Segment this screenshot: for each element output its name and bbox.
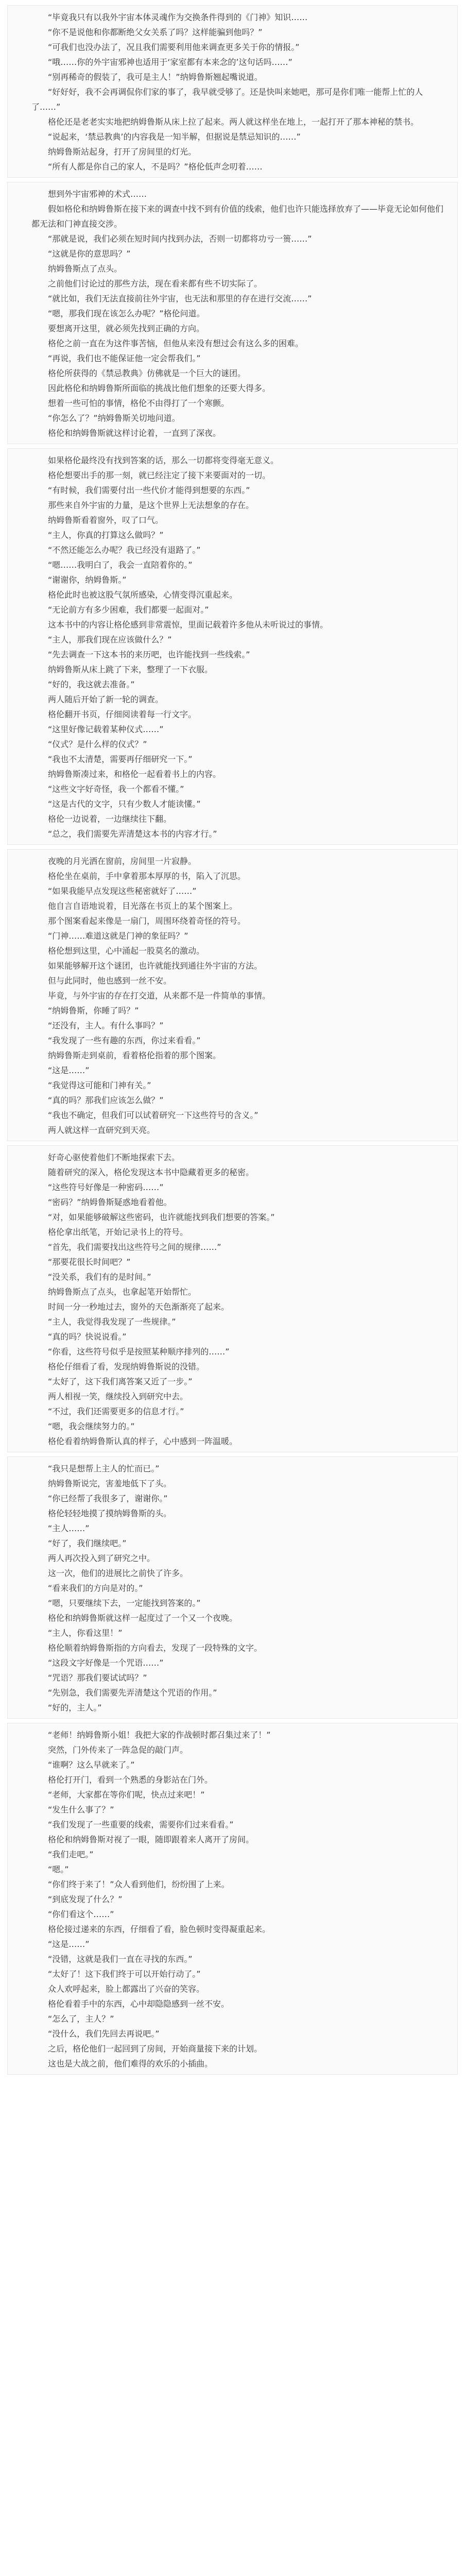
paragraph: “看来我们的方向是对的。”	[48, 1583, 143, 1593]
paragraph: 两人随后开始了新一轮的调查。	[48, 694, 164, 704]
paragraph: 纳姆鲁斯点了点头，也拿起笔开始帮忙。	[48, 1287, 197, 1297]
paragraph: 两人再次投入到了研究之中。	[48, 1553, 156, 1563]
paragraph: “谢谢你，纳姆鲁斯。”	[48, 575, 127, 585]
paragraph: 纳姆鲁斯走到桌前，看着格伦指着的那个图案。	[48, 1050, 221, 1060]
paragraph: 之后，格伦他们一起回到了房间，开始商量接下来的计划。	[48, 2044, 263, 2054]
paragraph: “主人，我觉得我发现了一些规律。”	[48, 1317, 176, 1327]
paragraph: “你怎么了？”纳姆鲁斯关切地问道。	[48, 413, 180, 423]
paragraph: “还没有，主人。有什么事吗？”	[48, 1021, 164, 1030]
paragraph: “嗯，那我们现在该怎么办呢？”格伦问道。	[48, 309, 205, 318]
paragraph: “仪式？是什么样的仪式？”	[48, 739, 147, 749]
paragraph: “好好好，我不会再调侃你们家的事了，我早就受够了。还是快叫来她吧，那可是你们唯一能帮上忙的人了……”	[31, 87, 423, 112]
paragraph: “说起来，‘禁忌教典’的内容我是一知半解，但据说是禁忌知识的……”	[48, 132, 301, 142]
paragraph: “不然还能怎么办呢？我已经没有退路了。”	[48, 545, 201, 555]
paragraph: “嗯。”	[48, 1865, 69, 1874]
paragraph: 格伦坐在桌前，手中拿着那本厚厚的书，陷入了沉思。	[48, 871, 246, 881]
paragraph: “我发现了一些有趣的东西，你过来看看。”	[48, 1036, 201, 1045]
paragraph: “那就是说，我们必须在短时间内找到办法，否则一切都将功亏一篑……”	[48, 234, 312, 244]
paragraph: 因此格伦和纳姆鲁斯所面临的挑战比他们想象的还要大得多。	[48, 383, 271, 393]
paragraph: “我觉得这可能和门神有关。”	[48, 1080, 151, 1090]
paragraph: “没关系，我们有的是时间。”	[48, 1272, 151, 1282]
paragraph: “这就是你的意思吗？”	[48, 249, 131, 259]
paragraph: “好的，主人。”	[48, 1703, 102, 1713]
text-section	[7, 182, 458, 444]
paragraph: “如果我能早点发现这些秘密就好了……”	[48, 886, 197, 896]
paragraph: 他自言自语地说着，目光落在书页上的某个图案上。	[48, 901, 238, 911]
paragraph: “没错，这就是我们一直在寻找的东西。”	[48, 1954, 193, 1964]
paragraph: “毕竟我只有以我外宇宙本体灵魂作为交换条件得到的《门神》知识……	[48, 12, 308, 22]
paragraph: 但与此同时，他也感到一丝不安。	[48, 976, 172, 986]
paragraph: 时间一分一秒地过去，窗外的天色渐渐亮了起来。	[48, 1302, 230, 1312]
paragraph: “到底发现了什么？”	[48, 1894, 123, 1904]
paragraph: “怎么了，主人？”	[48, 2014, 114, 2024]
paragraph: “总之，我们需要先弄清楚这本书的内容才行。”	[48, 829, 217, 839]
paragraph: “可我们也没办法了，况且我们需要利用他来调查更多关于你的情报。”	[48, 42, 300, 52]
paragraph: “好了，我们继续吧。”	[48, 1538, 127, 1548]
paragraph: “哦……你的外宇宙邪神也适用于‘家室都有本来念的’这句话吗……”	[48, 57, 292, 67]
paragraph: 众人欢呼起来，脸上都露出了兴奋的笑容。	[48, 1984, 205, 1994]
paragraph: “这些文字好奇怪，我一个都看不懂。”	[48, 784, 184, 794]
paragraph: “太好了，这下我们离答案又近了一步。”	[48, 1377, 193, 1386]
paragraph: 格伦顺着纳姆鲁斯指的方向看去，发现了一段特殊的文字。	[48, 1643, 263, 1653]
paragraph: “真的吗？快说说看。”	[48, 1332, 127, 1342]
paragraph: “所有人都是你自己的家人，不是吗？”格伦低声念叨着……	[48, 162, 263, 172]
paragraph: 假如格伦和纳姆鲁斯在接下来的调查中找不到有价值的线索，他们也许只能选择放弃了——毕竟无论如何他们都无法和门神直接交涉。	[31, 204, 444, 229]
paragraph: “你们终于来了！”众人看到他们，纷纷围了上来。	[48, 1879, 230, 1889]
paragraph: 格伦仔细看了看，发现纳姆鲁斯说的没错。	[48, 1362, 205, 1371]
paragraph: 格伦所获得的《禁忌教典》仿佛就是一个巨大的谜团。	[48, 368, 246, 378]
paragraph: “密码？”纳姆鲁斯疑惑地看着他。	[48, 1197, 172, 1207]
paragraph: 格伦想要出手的那一刻，就已经注定了接下来要面对的一切。	[48, 470, 271, 480]
paragraph: “无论前方有多少困难，我们都要一起面对。”	[48, 605, 209, 615]
paragraph: 纳姆鲁斯凑过来，和格伦一起看着书上的内容。	[48, 769, 221, 779]
paragraph: “首先，我们需要找出这些符号之间的规律……”	[48, 1242, 221, 1252]
paragraph: “这是古代的文字，只有少数人才能读懂。”	[48, 799, 201, 809]
paragraph: “先去调查一下这本书的来历吧，也许能找到一些线索。”	[48, 650, 250, 659]
paragraph: 格伦和纳姆鲁斯就这样讨论着，一直到了深夜。	[48, 428, 221, 438]
paragraph: “老师，大家都在等你们呢，快点过来吧！”	[48, 1790, 205, 1800]
paragraph: 夜晚的月光洒在窗前，房间里一片寂静。	[48, 856, 197, 866]
paragraph: 格伦打开门，看到一个熟悉的身影站在门外。	[48, 1775, 213, 1785]
paragraph: “没什么，我们先回去再说吧。”	[48, 2029, 160, 2039]
paragraph: “老师！纳姆鲁斯小姐！我把大家的作战顿时都召集过来了！”	[48, 1730, 271, 1740]
paragraph: 要想离开这里，就必须先找到正确的方向。	[48, 324, 205, 333]
paragraph: 突然，门外传来了一阵急促的敲门声。	[48, 1745, 188, 1755]
paragraph: “你不是说他和你都断绝父女关系了吗？这样能骗到他吗？”	[48, 27, 263, 37]
paragraph: 格伦拿出纸笔，开始记录书上的符号。	[48, 1227, 188, 1237]
paragraph: “咒语？那我们要试试吗？”	[48, 1673, 147, 1683]
paragraph: “嗯，只要继续下去，一定能找到答案的。”	[48, 1598, 201, 1608]
paragraph: “你已经帮了我很多了，谢谢你。”	[48, 1494, 168, 1503]
paragraph: 格伦轻轻地摸了摸纳姆鲁斯的头。	[48, 1509, 172, 1518]
text-section	[7, 849, 458, 1141]
paragraph: “别再稀奇的假装了，我可是主人！”纳姆鲁斯翘起嘴说道。	[48, 72, 263, 82]
paragraph: 纳姆鲁斯从床上跳了下来，整理了一下衣服。	[48, 665, 213, 674]
paragraph: “不过，我们还需要更多的信息才行。”	[48, 1406, 184, 1416]
paragraph: 两人就这样一直研究到天亮。	[48, 1125, 156, 1135]
paragraph: 如果能够解开这个谜团，也许就能找到通往外宇宙的方法。	[48, 961, 263, 971]
paragraph: 格伦看着纳姆鲁斯认真的样子，心中感到一阵温暖。	[48, 1436, 238, 1446]
text-section	[7, 1723, 458, 2075]
paragraph: 好奇心驱使着他们不断地探索下去。	[48, 1153, 180, 1162]
paragraph: “我也不确定，但我们可以试着研究一下这些符号的含义。”	[48, 1110, 259, 1120]
paragraph: “这里好像记载着某种仪式……”	[48, 724, 164, 734]
paragraph: 那个图案看起来像是一扇门，周围环绕着奇怪的符号。	[48, 916, 246, 926]
paragraph: 格伦之前一直在为这件事苦恼，但他从来没有想过会有这么多的困难。	[48, 338, 304, 348]
text-section	[7, 5, 458, 178]
paragraph: “谁啊？这么早就来了。”	[48, 1760, 135, 1770]
paragraph: “这是……”	[48, 1939, 90, 1949]
paragraph: “我们走吧。”	[48, 1850, 94, 1859]
paragraph: “主人，你看这里！”	[48, 1628, 123, 1638]
paragraph: 纳姆鲁斯点了点头。	[48, 264, 123, 274]
paragraph: 毕竟，与外宇宙的存在打交道，从来都不是一件简单的事情。	[48, 991, 271, 1001]
paragraph: 格伦还是老老实实地把纳姆鲁斯从床上拉了起来。两人就这样坐在地上，一起打开了那本神秘的禁书。	[48, 117, 419, 127]
paragraph: 格伦此时也被这股气氛所感染，心情变得沉重起来。	[48, 590, 238, 600]
paragraph: 纳姆鲁斯看着窗外，叹了口气。	[48, 515, 164, 525]
text-section	[7, 448, 458, 845]
paragraph: “好的，我这就去准备。”	[48, 680, 135, 689]
paragraph: “先别急，我们需要先弄清楚这个咒语的作用。”	[48, 1688, 217, 1698]
paragraph: “发生什么事了？”	[48, 1805, 114, 1815]
paragraph: 两人相视一笑，继续投入到研究中去。	[48, 1392, 188, 1401]
text-section	[7, 1456, 458, 1719]
paragraph: 如果格伦最终没有找到答案的话，那么一切都将变得毫无意义。	[48, 455, 279, 465]
paragraph: “再说，我们也不能保证他一定会帮我们。”	[48, 353, 201, 363]
paragraph: 之前他们讨论过的那些方法，现在看来都有些不切实际了。	[48, 279, 263, 289]
paragraph: “太好了！这下我们终于可以开始行动了。”	[48, 1969, 201, 1979]
paragraph: “有时候，我们需要付出一些代价才能得到想要的东西。”	[48, 485, 250, 495]
paragraph: 想着一些可怕的事情，格伦不由得打了一个寒颤。	[48, 398, 230, 408]
paragraph: 格伦看着手中的东西，心中却隐隐感到一丝不安。	[48, 1999, 230, 2009]
paragraph: 这本书中的内容让格伦感到非常震惊，里面记载着许多他从未听说过的事情。	[48, 620, 329, 630]
paragraph: 随着研究的深入，格伦发现这本书中隐藏着更多的秘密。	[48, 1167, 254, 1177]
paragraph: “对，如果能够破解这些密码，也许就能找到我们想要的答案。”	[48, 1212, 275, 1222]
paragraph: 这一次，他们的进展比之前快了许多。	[48, 1568, 188, 1578]
paragraph: “嗯……我明白了，我会一直陪着你的。”	[48, 560, 193, 570]
paragraph: “我只是想帮上主人的忙而已。”	[48, 1464, 160, 1473]
paragraph: “真的吗？那我们应该怎么做？”	[48, 1095, 164, 1105]
paragraph: “主人，那我们现在应该做什么？”	[48, 635, 172, 645]
paragraph: 想到外宇宙邪神的术式……	[48, 189, 147, 199]
paragraph: “你看，这些符号似乎是按照某种顺序排列的……”	[48, 1347, 230, 1357]
paragraph: “主人……”	[48, 1523, 90, 1533]
paragraph: “门神……难道这就是门神的象征吗？”	[48, 931, 188, 941]
paragraph: 纳姆鲁斯站起身，打开了房间里的灯光。	[48, 147, 197, 157]
paragraph: “这段文字好像是一个咒语……”	[48, 1658, 164, 1668]
paragraph: 格伦和纳姆鲁斯就这样一起度过了一个又一个夜晚。	[48, 1613, 238, 1623]
paragraph: “主人，你真的打算这么做吗？”	[48, 530, 164, 540]
paragraph: 格伦和纳姆鲁斯对视了一眼，随即跟着来人离开了房间。	[48, 1835, 254, 1844]
paragraph: “纳姆鲁斯，你睡了吗？”	[48, 1006, 139, 1015]
paragraph: “我也不太清楚，需要再仔细研究一下。”	[48, 754, 193, 764]
paragraph: “嗯，我会继续努力的。”	[48, 1421, 135, 1431]
paragraph: “你们看这个……”	[48, 1909, 114, 1919]
paragraph: 格伦一边说着，一边继续往下翻。	[48, 814, 172, 824]
paragraph: 纳姆鲁斯说完，害羞地低下了头。	[48, 1479, 172, 1488]
paragraph: 格伦想到这里，心中涌起一股莫名的激动。	[48, 946, 205, 956]
paragraph: “这些符号好像是一种密码……”	[48, 1182, 164, 1192]
text-section	[7, 1145, 458, 1452]
paragraph: “我们发现了一些重要的线索，需要你们过来看看。”	[48, 1820, 234, 1829]
paragraph: 那些来自外宇宙的力量，是这个世界上无法想象的存在。	[48, 500, 254, 510]
paragraph: “这是……”	[48, 1065, 90, 1075]
paragraph: 格伦翻开书页，仔细阅读着每一行文字。	[48, 709, 197, 719]
paragraph: 这也是大战之前，他们难得的欢乐的小插曲。	[48, 2059, 213, 2069]
paragraph: “就比如，我们无法直接前往外宇宙，也无法和那里的存在进行交流……”	[48, 294, 312, 303]
paragraph: 格伦接过递来的东西，仔细看了看，脸色顿时变得凝重起来。	[48, 1924, 271, 1934]
paragraph: “那要花很长时间吧？”	[48, 1257, 131, 1267]
